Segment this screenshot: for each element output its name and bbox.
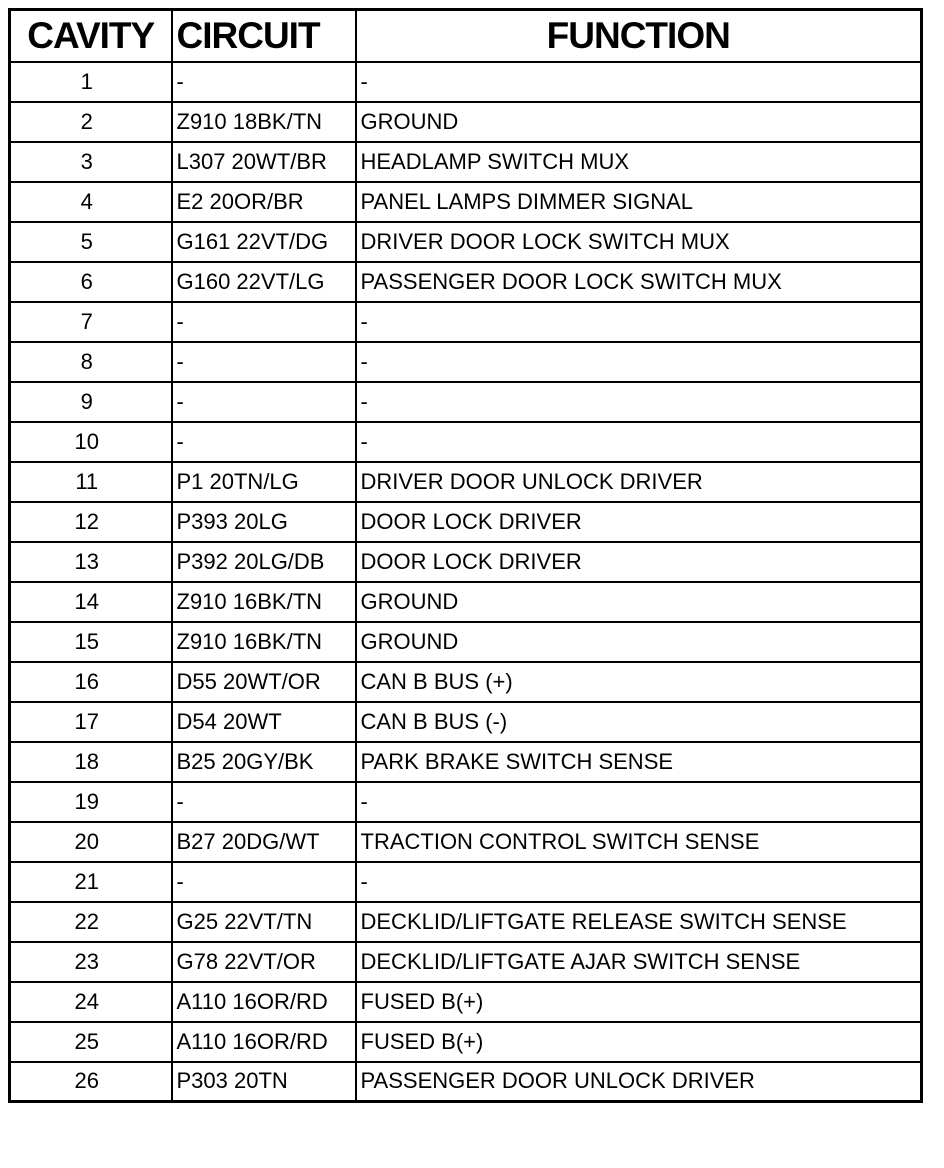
circuit-cell: - [172, 342, 356, 382]
table-row [10, 1022, 922, 1062]
table-row [10, 902, 922, 942]
table-row [10, 182, 922, 222]
table-row [10, 142, 922, 182]
function-cell: HEADLAMP SWITCH MUX [356, 142, 922, 182]
cavity-cell: 19 [10, 782, 172, 822]
circuit-cell: L307 20WT/BR [172, 142, 356, 182]
table-row [10, 822, 922, 862]
table-row [10, 62, 922, 102]
connector-pinout-table-wrapper [8, 8, 920, 1103]
table-row [10, 302, 922, 342]
cavity-cell: 14 [10, 582, 172, 622]
table-row [10, 702, 922, 742]
cavity-cell: 18 [10, 742, 172, 782]
circuit-cell: - [172, 382, 356, 422]
cavity-cell: 10 [10, 422, 172, 462]
circuit-cell: - [172, 782, 356, 822]
table-row [10, 942, 922, 982]
function-cell: DECKLID/LIFTGATE RELEASE SWITCH SENSE [356, 902, 922, 942]
table-row [10, 222, 922, 262]
cavity-cell: 12 [10, 502, 172, 542]
circuit-cell: - [172, 62, 356, 102]
table-row [10, 422, 922, 462]
cavity-cell: 16 [10, 662, 172, 702]
table-header [10, 10, 922, 62]
function-cell: PARK BRAKE SWITCH SENSE [356, 742, 922, 782]
cavity-cell: 22 [10, 902, 172, 942]
circuit-cell: G78 22VT/OR [172, 942, 356, 982]
function-cell: - [356, 302, 922, 342]
table-row [10, 742, 922, 782]
circuit-cell: D54 20WT [172, 702, 356, 742]
cavity-cell: 4 [10, 182, 172, 222]
function-cell: DRIVER DOOR LOCK SWITCH MUX [356, 222, 922, 262]
cavity-cell: 9 [10, 382, 172, 422]
function-cell: - [356, 422, 922, 462]
header-cavity: CAVITY [10, 10, 172, 62]
cavity-cell: 23 [10, 942, 172, 982]
table-row [10, 542, 922, 582]
circuit-cell: E2 20OR/BR [172, 182, 356, 222]
function-cell: DOOR LOCK DRIVER [356, 542, 922, 582]
circuit-cell: P1 20TN/LG [172, 462, 356, 502]
function-cell: - [356, 862, 922, 902]
circuit-cell: P393 20LG [172, 502, 356, 542]
table-row [10, 582, 922, 622]
cavity-cell: 3 [10, 142, 172, 182]
circuit-cell: P303 20TN [172, 1062, 356, 1102]
function-cell: - [356, 782, 922, 822]
cavity-cell: 8 [10, 342, 172, 382]
circuit-cell: B25 20GY/BK [172, 742, 356, 782]
function-cell: TRACTION CONTROL SWITCH SENSE [356, 822, 922, 862]
cavity-cell: 17 [10, 702, 172, 742]
function-cell: PANEL LAMPS DIMMER SIGNAL [356, 182, 922, 222]
table-row [10, 622, 922, 662]
table-row [10, 262, 922, 302]
cavity-cell: 20 [10, 822, 172, 862]
function-cell: DRIVER DOOR UNLOCK DRIVER [356, 462, 922, 502]
table-row [10, 1062, 922, 1102]
cavity-cell: 11 [10, 462, 172, 502]
circuit-cell: A110 16OR/RD [172, 1022, 356, 1062]
header-row [10, 10, 922, 62]
cavity-cell: 15 [10, 622, 172, 662]
table-row [10, 662, 922, 702]
table-row [10, 462, 922, 502]
cavity-cell: 7 [10, 302, 172, 342]
table-row [10, 782, 922, 822]
table-row [10, 862, 922, 902]
circuit-cell: D55 20WT/OR [172, 662, 356, 702]
circuit-cell: A110 16OR/RD [172, 982, 356, 1022]
function-cell: CAN B BUS (+) [356, 662, 922, 702]
table-row [10, 342, 922, 382]
circuit-cell: B27 20DG/WT [172, 822, 356, 862]
table-row [10, 982, 922, 1022]
cavity-cell: 6 [10, 262, 172, 302]
circuit-cell: - [172, 862, 356, 902]
table-body [10, 62, 922, 1102]
cavity-cell: 21 [10, 862, 172, 902]
cavity-cell: 24 [10, 982, 172, 1022]
function-cell: PASSENGER DOOR LOCK SWITCH MUX [356, 262, 922, 302]
header-function: FUNCTION [356, 10, 922, 62]
table-row [10, 502, 922, 542]
function-cell: DOOR LOCK DRIVER [356, 502, 922, 542]
function-cell: PASSENGER DOOR UNLOCK DRIVER [356, 1062, 922, 1102]
connector-pinout-table [8, 8, 923, 1103]
circuit-cell: - [172, 422, 356, 462]
circuit-cell: Z910 16BK/TN [172, 582, 356, 622]
circuit-cell: - [172, 302, 356, 342]
header-circuit: CIRCUIT [172, 10, 356, 62]
table-row [10, 382, 922, 422]
cavity-cell: 25 [10, 1022, 172, 1062]
function-cell: GROUND [356, 622, 922, 662]
cavity-cell: 13 [10, 542, 172, 582]
circuit-cell: P392 20LG/DB [172, 542, 356, 582]
cavity-cell: 2 [10, 102, 172, 142]
circuit-cell: G160 22VT/LG [172, 262, 356, 302]
function-cell: - [356, 382, 922, 422]
circuit-cell: Z910 16BK/TN [172, 622, 356, 662]
cavity-cell: 1 [10, 62, 172, 102]
table-row [10, 102, 922, 142]
circuit-cell: G161 22VT/DG [172, 222, 356, 262]
function-cell: - [356, 62, 922, 102]
function-cell: GROUND [356, 102, 922, 142]
function-cell: FUSED B(+) [356, 1022, 922, 1062]
function-cell: - [356, 342, 922, 382]
function-cell: CAN B BUS (-) [356, 702, 922, 742]
cavity-cell: 26 [10, 1062, 172, 1102]
circuit-cell: G25 22VT/TN [172, 902, 356, 942]
function-cell: DECKLID/LIFTGATE AJAR SWITCH SENSE [356, 942, 922, 982]
function-cell: FUSED B(+) [356, 982, 922, 1022]
circuit-cell: Z910 18BK/TN [172, 102, 356, 142]
function-cell: GROUND [356, 582, 922, 622]
cavity-cell: 5 [10, 222, 172, 262]
